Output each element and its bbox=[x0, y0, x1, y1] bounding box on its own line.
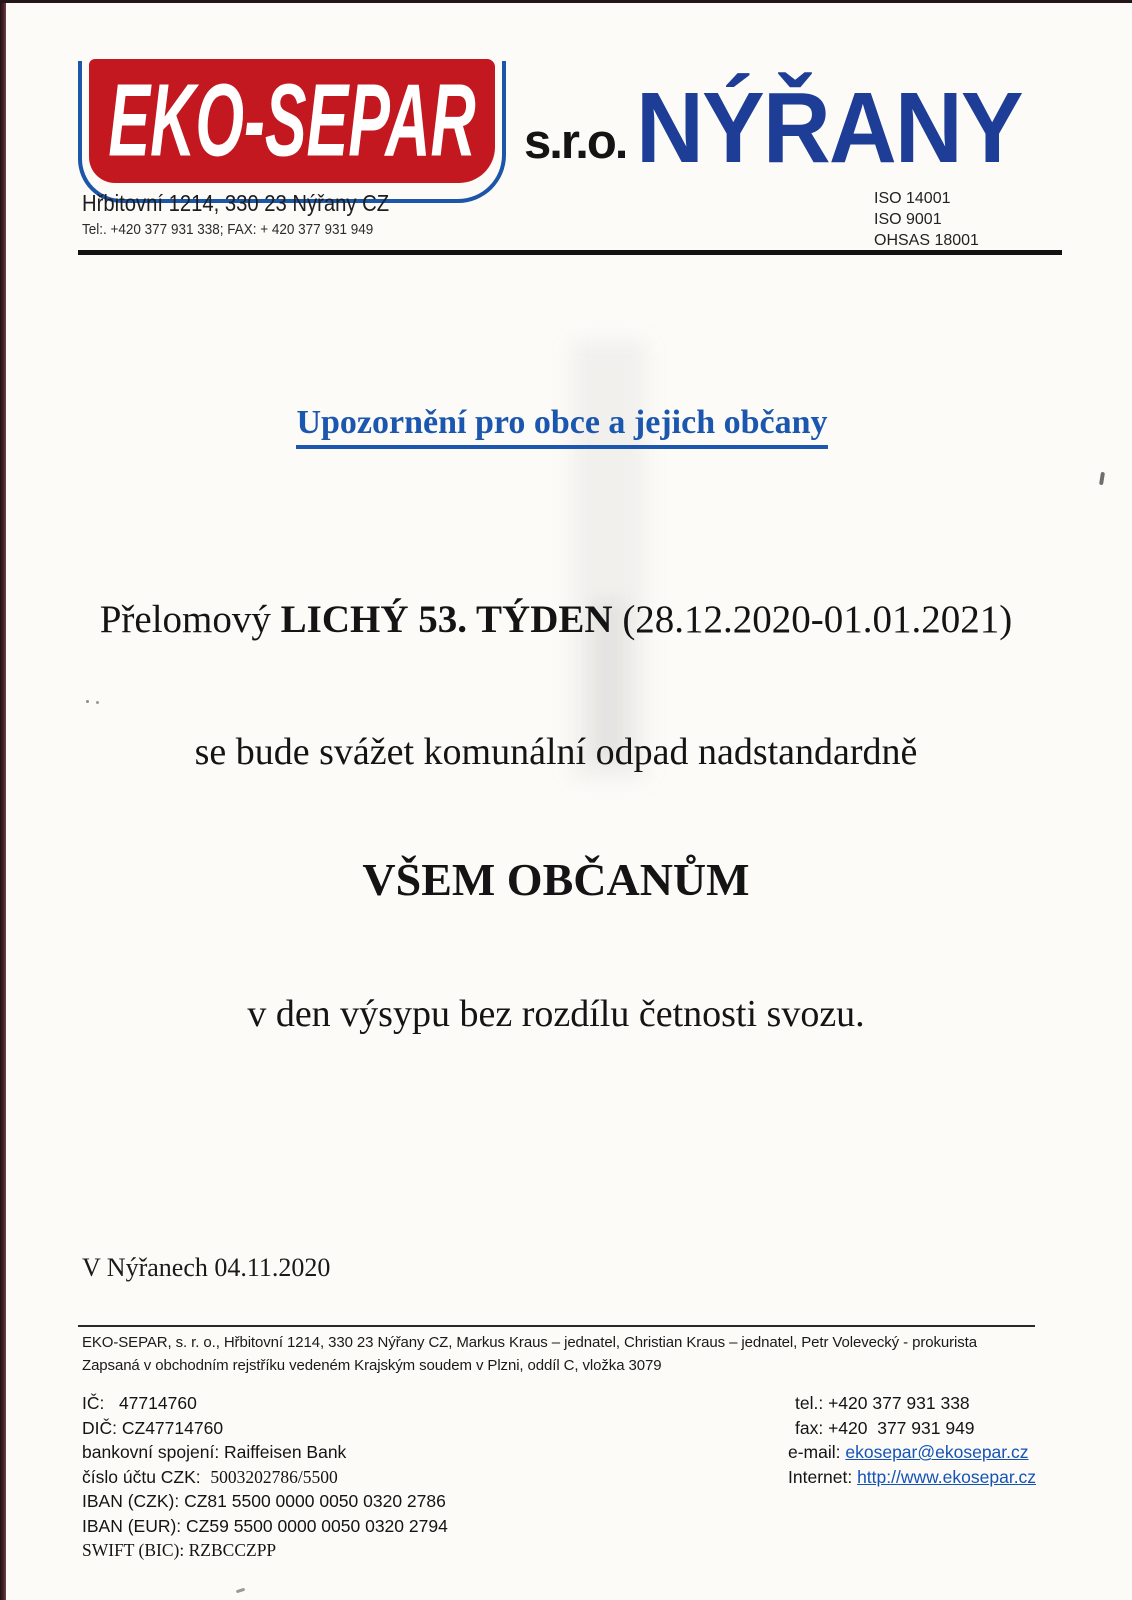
notice-line-week-bold: LICHÝ 53. TÝDEN bbox=[280, 598, 613, 641]
certification-item: ISO 14001 bbox=[874, 190, 951, 207]
company-phone-fax: Tel:. +420 377 931 338; FAX: + 420 377 931 949 bbox=[82, 221, 374, 238]
certification-item: OHSAS 18001 bbox=[874, 232, 979, 249]
website-label: Internet: bbox=[788, 1466, 858, 1487]
contact-website-row bbox=[788, 1465, 1036, 1490]
notice-line-collection: se bude svážet komunální odpad nadstandardně bbox=[194, 731, 918, 773]
certification-item: ISO 9001 bbox=[874, 211, 942, 228]
eko-separ-logo bbox=[78, 61, 506, 203]
notice-title-row bbox=[0, 404, 1128, 449]
logo-red-plate bbox=[89, 59, 495, 183]
scan-speck-artifact bbox=[1099, 472, 1105, 485]
bank-name-row bbox=[82, 1440, 448, 1465]
notice-line-all-citizens: VŠEM OBČANŮM bbox=[362, 854, 750, 905]
notice-line-week-prefix: Přelomový bbox=[99, 598, 281, 641]
account-number-label: číslo účtu CZK: bbox=[82, 1466, 211, 1487]
iban-eur-row bbox=[82, 1514, 448, 1539]
bank-details-block bbox=[82, 1391, 448, 1563]
header-divider-line bbox=[78, 250, 1062, 255]
scan-edge-top-artifact bbox=[0, 0, 1132, 3]
email-link[interactable]: ekosepar@ekosepar.cz bbox=[845, 1442, 1029, 1462]
tax-id-label: DIČ: bbox=[82, 1417, 122, 1438]
iban-eur-label: IBAN (EUR): bbox=[82, 1515, 187, 1536]
scan-speck-artifact bbox=[86, 700, 89, 703]
company-id-value: 47714760 bbox=[118, 1393, 197, 1413]
email-label: e-mail: bbox=[788, 1442, 846, 1462]
bank-name-label: bankovní spojení: bbox=[82, 1442, 225, 1462]
website-link[interactable]: http://www.ekosepar.cz bbox=[857, 1466, 1037, 1487]
logo-wordmark: EKO-SEPAR bbox=[108, 63, 476, 178]
tax-id-value: CZ47714760 bbox=[121, 1417, 224, 1438]
contact-details-block bbox=[788, 1391, 1036, 1489]
contact-tel: tel.: +420 377 931 338 bbox=[795, 1393, 970, 1413]
notice-line-frequency: v den výsypu bez rozdílu četnosti svozu. bbox=[247, 993, 865, 1035]
swift-label: SWIFT (BIC): bbox=[82, 1540, 189, 1560]
certification-list bbox=[874, 188, 979, 251]
notice-line-week-dates: (28.12.2020-01.01.2021) bbox=[612, 598, 1013, 641]
notice-line-week bbox=[0, 598, 1122, 643]
notice-title: Upozornění pro obce a jejich občany bbox=[296, 404, 827, 449]
scan-speck-artifact bbox=[236, 1588, 245, 1594]
company-suffix: s.r.o. bbox=[524, 115, 627, 169]
account-number-value: 5003202786/5500 bbox=[210, 1466, 338, 1487]
iban-czk-value: CZ81 5500 0000 0050 0320 2786 bbox=[184, 1491, 446, 1511]
contact-email-row bbox=[788, 1440, 1036, 1465]
company-city-name: NÝŘANY bbox=[636, 72, 1022, 184]
footer-registry-line: Zapsaná v obchodním rejstříku vedeném Krajským soudem v Plzni, oddíl C, vložka 3079 bbox=[82, 1357, 662, 1374]
iban-eur-value: CZ59 5500 0000 0050 0320 2794 bbox=[186, 1515, 448, 1536]
account-number-row bbox=[82, 1465, 448, 1490]
company-address: Hřbitovní 1214, 330 23 Nýřany CZ bbox=[82, 190, 390, 216]
swift-row bbox=[82, 1538, 448, 1563]
place-and-date-line: V Nýřanech 04.11.2020 bbox=[82, 1253, 331, 1282]
footer-company-line: EKO-SEPAR, s. r. o., Hřbitovní 1214, 330 23 Nýřany CZ, Markus Kraus – jednatel, Christian Kraus – jednatel, Petr Volevecký - prokurista bbox=[82, 1334, 977, 1351]
scan-edge-left-artifact bbox=[0, 0, 6, 1600]
contact-fax: fax: +420 377 931 949 bbox=[795, 1417, 975, 1438]
bank-name-value: Raiffeisen Bank bbox=[224, 1442, 347, 1462]
footer-divider-line bbox=[78, 1325, 1035, 1327]
iban-czk-label: IBAN (CZK): bbox=[82, 1491, 185, 1511]
tax-id-row bbox=[82, 1416, 448, 1441]
company-id-label: IČ: bbox=[82, 1393, 119, 1413]
iban-czk-row bbox=[82, 1489, 448, 1514]
company-id-row bbox=[82, 1391, 448, 1416]
swift-value: RZBCCZPP bbox=[188, 1540, 277, 1560]
